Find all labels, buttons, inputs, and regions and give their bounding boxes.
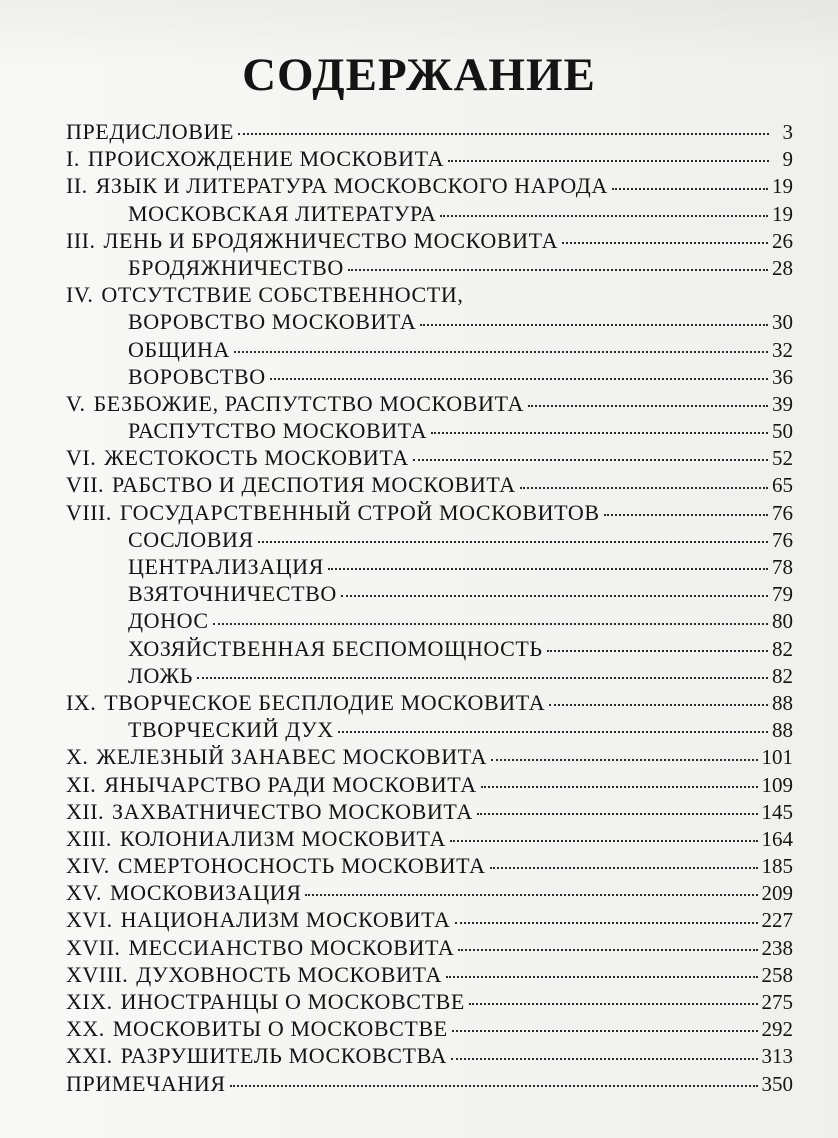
entry-title: ТВОРЧЕСКОЕ БЕСПЛОДИЕ МОСКОВИТА xyxy=(104,689,546,715)
chapter-number: XVII. xyxy=(66,934,121,960)
entry-title: ЖЕСТОКОСТЬ МОСКОВИТА xyxy=(104,445,409,471)
toc-entry xyxy=(66,227,793,254)
page-number: 39 xyxy=(772,391,793,416)
dot-leader xyxy=(490,866,758,869)
page-number: 209 xyxy=(761,881,793,906)
page-number: 275 xyxy=(761,990,793,1014)
entry-title: ВЗЯТОЧНИЧЕСТВО xyxy=(128,581,337,607)
page-number: 88 xyxy=(772,690,793,715)
page-number: 52 xyxy=(772,446,793,471)
chapter-number: XXI. xyxy=(66,1043,113,1069)
dot-leader xyxy=(230,1084,758,1087)
entry-title: ПРЕДИСЛОВИЕ xyxy=(66,119,234,144)
entry-title: МОСКОВИЗАЦИЯ xyxy=(109,880,302,906)
entry-title: ЖЕЛЕЗНЫЙ ЗАНАВЕС МОСКОВИТА xyxy=(96,744,488,770)
dot-leader xyxy=(469,1002,758,1005)
toc-entry xyxy=(66,336,793,363)
toc-entry xyxy=(66,499,793,526)
entry-title: ДУХОВНОСТЬ МОСКОВИТА xyxy=(136,961,442,987)
toc-entry xyxy=(66,852,793,879)
toc-entry xyxy=(66,363,793,390)
table-of-contents xyxy=(66,118,793,1097)
toc-entry xyxy=(66,934,793,961)
page-number: 82 xyxy=(772,663,793,688)
chapter-number: VII. xyxy=(66,472,105,498)
page-number: 26 xyxy=(772,228,793,253)
dot-leader xyxy=(455,921,758,924)
dot-leader xyxy=(446,975,758,978)
dot-leader xyxy=(477,812,758,815)
entry-title: ОБЩИНА xyxy=(128,336,230,362)
entry-title: РАБСТВО И ДЕСПОТИЯ МОСКОВИТА xyxy=(112,472,516,498)
entry-title: ОТСУТСТВИЕ СОБСТВЕННОСТИ, xyxy=(101,282,464,308)
chapter-number: I. xyxy=(66,146,80,172)
chapter-number: XIV. xyxy=(66,853,110,879)
entry-title: ВОРОВСТВО МОСКОВИТА xyxy=(128,309,417,335)
toc-entry xyxy=(66,444,793,471)
page-number: 30 xyxy=(772,310,793,335)
toc-entry xyxy=(66,200,793,227)
chapter-number: XVI. xyxy=(66,907,113,933)
toc-entry xyxy=(66,172,793,199)
dot-leader xyxy=(562,241,768,244)
page-number: 88 xyxy=(772,718,793,743)
chapter-number: XIII. xyxy=(66,825,112,851)
entry-title: СМЕРТОНОСНОСТЬ МОСКОВИТА xyxy=(117,853,486,879)
dot-leader xyxy=(450,839,758,842)
toc-entry xyxy=(66,825,793,852)
toc-entry xyxy=(66,798,793,825)
page-number: 185 xyxy=(761,854,793,879)
entry-title: ПРОИСХОЖДЕНИЕ МОСКОВИТА xyxy=(87,146,445,172)
dot-leader xyxy=(270,377,768,380)
page-number: 292 xyxy=(761,1017,793,1042)
dot-leader xyxy=(413,458,768,461)
chapter-number: V. xyxy=(66,390,86,416)
entry-title: МОСКОВСКАЯ ЛИТЕРАТУРА xyxy=(128,200,437,226)
page-number: 76 xyxy=(772,527,793,552)
entry-title: ЛЕНЬ И БРОДЯЖНИЧЕСТВО МОСКОВИТА xyxy=(103,227,559,253)
dot-leader xyxy=(328,567,768,570)
toc-entry xyxy=(66,906,793,933)
entry-title: СОСЛОВИЯ xyxy=(128,526,254,552)
toc-entry xyxy=(66,390,793,417)
dot-leader xyxy=(305,893,757,896)
page-number: 9 xyxy=(782,147,793,172)
page-number: 79 xyxy=(772,582,793,607)
toc-entry xyxy=(66,1015,793,1042)
chapter-number: XII. xyxy=(66,798,105,824)
entry-title: БЕЗБОЖИЕ, РАСПУТСТВО МОСКОВИТА xyxy=(93,390,524,416)
toc-entry xyxy=(66,471,793,498)
page-number: 78 xyxy=(772,555,793,579)
dot-leader xyxy=(341,594,768,597)
entry-title: МЕССИАНСТВО МОСКОВИТА xyxy=(128,934,455,960)
dot-leader xyxy=(481,785,758,788)
toc-entry xyxy=(66,635,793,662)
entry-title: ЦЕНТРАЛИЗАЦИЯ xyxy=(128,554,324,579)
entry-title: БРОДЯЖНИЧЕСТВО xyxy=(128,254,344,280)
page-number: 238 xyxy=(761,935,793,960)
dot-leader xyxy=(213,622,768,625)
chapter-number: XX. xyxy=(66,1016,105,1042)
dot-leader xyxy=(348,268,768,271)
page-number: 109 xyxy=(761,772,793,797)
page-number: 313 xyxy=(761,1044,793,1069)
dot-leader xyxy=(234,350,768,353)
toc-entry xyxy=(66,254,793,281)
toc-entry xyxy=(66,743,793,770)
toc-entry xyxy=(66,308,793,335)
page-number: 258 xyxy=(761,962,793,987)
entry-title: ТВОРЧЕСКИЙ ДУХ xyxy=(128,717,334,743)
chapter-number: IV. xyxy=(66,282,94,308)
page-number: 65 xyxy=(772,473,793,498)
entry-title: РАСПУТСТВО МОСКОВИТА xyxy=(128,418,428,444)
entry-title: РАЗРУШИТЕЛЬ МОСКОВСТВА xyxy=(120,1043,447,1069)
page-number: 145 xyxy=(761,799,793,824)
page-number: 36 xyxy=(772,364,793,389)
toc-entry xyxy=(66,879,793,906)
dot-leader xyxy=(452,1029,758,1032)
page-number: 28 xyxy=(772,255,793,280)
page-number: 50 xyxy=(772,419,793,444)
page-number: 76 xyxy=(772,500,793,525)
chapter-number: II. xyxy=(66,173,88,199)
chapter-number: VIII. xyxy=(66,499,112,525)
toc-entry xyxy=(66,607,793,634)
entry-title: ПРИМЕЧАНИЯ xyxy=(66,1070,226,1096)
chapter-number: VI. xyxy=(66,445,97,471)
entry-title: ЯЗЫК И ЛИТЕРАТУРА МОСКОВСКОГО НАРОДА xyxy=(95,173,608,199)
toc-entry xyxy=(66,526,793,553)
dot-leader xyxy=(258,540,768,543)
entry-title: ЛОЖЬ xyxy=(128,662,194,688)
chapter-number: XV. xyxy=(66,880,102,906)
page-number: 32 xyxy=(772,337,793,362)
toc-entry xyxy=(66,1042,793,1069)
page-number: 80 xyxy=(772,609,793,634)
entry-title: ХОЗЯЙСТВЕННАЯ БЕСПОМОЩНОСТЬ xyxy=(128,635,543,661)
dot-leader xyxy=(420,323,768,326)
page-number: 3 xyxy=(782,120,793,144)
dot-leader xyxy=(549,703,768,706)
toc-entry xyxy=(66,961,793,988)
dot-leader xyxy=(238,132,769,135)
toc-entry xyxy=(66,580,793,607)
toc-entry xyxy=(66,145,793,172)
dot-leader xyxy=(431,431,768,434)
dot-leader xyxy=(451,1057,758,1060)
dot-leader xyxy=(520,486,768,489)
toc-entry xyxy=(66,771,793,798)
chapter-number: X. xyxy=(66,744,89,770)
dot-leader xyxy=(458,948,757,951)
entry-title: НАЦИОНАЛИЗМ МОСКОВИТА xyxy=(120,907,451,933)
dot-leader xyxy=(197,676,768,679)
entry-title: КОЛОНИАЛИЗМ МОСКОВИТА xyxy=(119,825,446,851)
entry-title: ЯНЫЧАРСТВО РАДИ МОСКОВИТА xyxy=(104,771,477,797)
toc-entry xyxy=(66,417,793,444)
toc-entry xyxy=(66,118,793,145)
toc-entry xyxy=(66,716,793,743)
entry-title: ВОРОВСТВО xyxy=(128,363,266,389)
contents-heading: СОДЕРЖАНИЕ xyxy=(242,49,596,101)
page-number: 350 xyxy=(761,1071,793,1096)
chapter-number: XIX. xyxy=(66,989,113,1014)
entry-title: ДОНОС xyxy=(128,608,209,634)
entry-title: ИНОСТРАНЦЫ О МОСКОВСТВЕ xyxy=(120,989,465,1014)
page-number: 82 xyxy=(772,636,793,661)
dot-leader xyxy=(604,513,768,516)
chapter-number: IX. xyxy=(66,689,97,715)
entry-title: ГОСУДАРСТВЕННЫЙ СТРОЙ МОСКОВИТОВ xyxy=(119,499,600,525)
dot-leader xyxy=(448,159,769,162)
entry-title: МОСКОВИТЫ О МОСКОВСТВЕ xyxy=(112,1016,448,1042)
dot-leader xyxy=(491,758,757,761)
toc-entry xyxy=(66,1070,793,1097)
chapter-number: III. xyxy=(66,227,96,253)
toc-entry xyxy=(66,689,793,716)
dot-leader xyxy=(612,187,768,190)
dot-leader xyxy=(440,214,768,217)
toc-entry xyxy=(66,281,793,308)
toc-entry xyxy=(66,553,793,580)
dot-leader xyxy=(547,649,768,652)
chapter-number: XVIII. xyxy=(66,961,129,987)
entry-title: ЗАХВАТНИЧЕСТВО МОСКОВИТА xyxy=(112,798,473,824)
page-number: 19 xyxy=(772,201,793,226)
chapter-number: XI. xyxy=(66,771,97,797)
page-number: 19 xyxy=(772,174,793,199)
toc-entry xyxy=(66,988,793,1015)
page-number: 164 xyxy=(761,826,793,851)
dot-leader xyxy=(528,404,768,407)
toc-entry xyxy=(66,662,793,689)
page-number: 101 xyxy=(761,745,793,770)
page-number: 227 xyxy=(761,908,793,933)
dot-leader xyxy=(338,730,768,733)
